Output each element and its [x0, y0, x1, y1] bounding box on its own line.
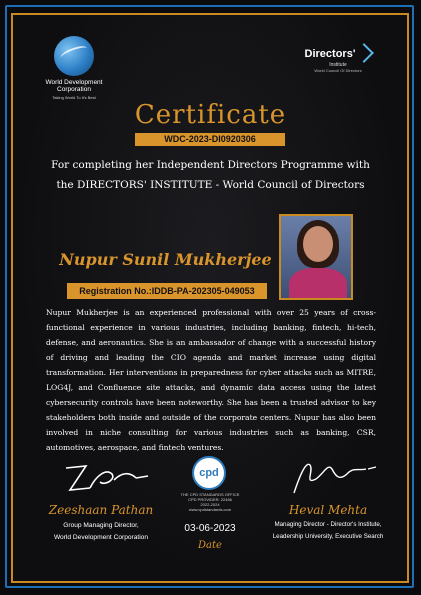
recipient-photo — [279, 214, 353, 300]
di-subtitle: Institute — [329, 62, 347, 68]
purpose-line-2: the DIRECTORS' INSTITUTE - World Council of Directors — [56, 179, 365, 191]
recipient-name: Nupur Sunil Mukherjee — [59, 250, 272, 269]
signatory-right-name: Heval Mehta — [288, 503, 368, 517]
certificate-purpose — [40, 155, 381, 195]
certificate-title: Certificate — [134, 100, 287, 130]
wdc-tagline: Taking World To It's Best — [52, 95, 96, 100]
issue-date: 03-06-2023 — [184, 523, 236, 534]
di-title: Directors' — [304, 48, 356, 60]
directors-institute-logo — [296, 42, 380, 73]
purpose-line-1: For completing her Independent Directors Programme with — [51, 159, 370, 171]
date-label: Date — [198, 540, 222, 551]
cpd-line-3: 2022-2024 — [200, 502, 220, 507]
role-right-line-2: Leadership University, Executive Search — [272, 533, 384, 540]
cpd-line-4: www.cpdstandards.com — [188, 507, 232, 512]
role-left-line-2: World Development Corporation — [53, 534, 149, 541]
signatory-left-role — [36, 520, 166, 544]
cpd-line-1: THE CPD STANDARDS OFFICE — [180, 492, 240, 497]
role-right-line-1: Managing Director - Director's Institute, — [274, 521, 382, 528]
signatory-left-name: Zeeshaan Pathan — [48, 503, 154, 517]
wdc-logo — [38, 36, 110, 100]
di-subtitle2: World Council Of Directors — [314, 68, 362, 73]
registration-number: Registration No.:IDDB-PA-202305-049053 — [67, 283, 267, 299]
signature-left — [56, 458, 156, 502]
role-left-line-1: Group Managing Director, — [63, 522, 139, 529]
cpd-badge — [192, 456, 226, 490]
wdc-name: World Development Corporation — [45, 79, 103, 93]
signature-right — [280, 455, 390, 499]
certificate-id: WDC-2023-DI0920306 — [135, 133, 285, 146]
signatory-right-role — [258, 519, 398, 543]
cpd-label: cpd — [199, 467, 219, 479]
globe-icon — [54, 36, 94, 76]
cpd-details — [172, 492, 248, 512]
recipient-bio: Nupur Mukherjee is an experienced professional with over 25 years of cross-functional experience in various industries, including banking, fintech, hi-tech, defense, and aeronautics. She is an ambassador of change with a successful history of driving and leading the CIO agenda and market increase using digital transformation. Her interventions in preparedness for cyber attacks such as MITRE, LOG4J, and Confluence site attacks, and dynamic data access using the latest cybersecurity controls have been noteworthy. She has been a trusted advisor to key stakeholders both inside and outside of the corporate centers. Nupur has also been involved in niche consulting for various industries such as banking, CSR, automotives, aerospace, and fintech ventures. — [46, 308, 376, 452]
play-arrow-icon — [355, 43, 375, 63]
cpd-line-2: CPD PROVIDER: 22466 — [188, 497, 232, 502]
